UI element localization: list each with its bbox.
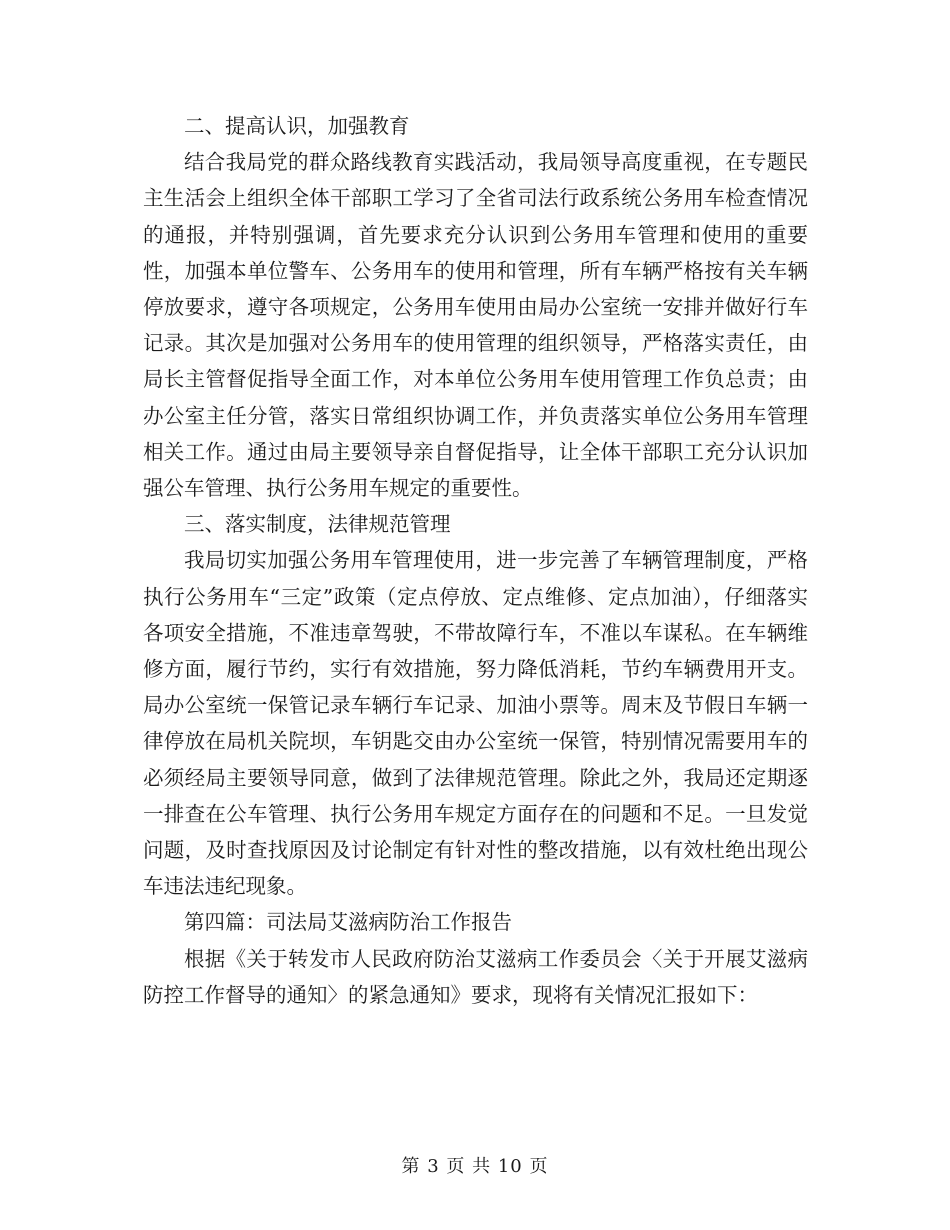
section-2-heading: 二、提高认识，加强教育 [184, 114, 410, 138]
chapter-4-paragraph: 根据《关于转发市人民政府防治艾滋病工作委员会〈关于开展艾滋病防控工作督导的通知〉的紧急通知》要求，现将有关情况汇报如下： [143, 946, 808, 1007]
page-footer: 第 3 页 共 10 页 [401, 1156, 549, 1177]
section-2-paragraph: 结合我局党的群众路线教育实践活动，我局领导高度重视，在专题民主生活会上组织全体干部职工学习了全省司法行政系统公务用车检查情况的通报，并特别强调，首先要求充分认识到公务用车管理和使用的重要性，加强本单位警车、公务用车的使用和管理，所有车辆严格按有关车辆停放要求，遵守各项规定，公务用车使用由局办公室统一安排并做好行车记录。其次是加强对公务用车的使用管理的组织领导，严格落实责任，由局长主管督促指导全面工作，对本单位公务用车使用管理工作负总责；由办公室主任分管，落实日常组织协调工作，并负责落实单位公务用车管理相关工作。通过由局主要领导亲自督促指导，让全体干部职工充分认识加强公车管理、执行公务用车规定的重要性。 [143, 150, 808, 501]
chapter-4-heading: 第四篇：司法局艾滋病防治工作报告 [184, 910, 512, 935]
section-3-paragraph: 我局切实加强公务用车管理使用，进一步完善了车辆管理制度，严格执行公务用车“三定”政策（定点停放、定点维修、定点加油），仔细落实各项安全措施，不准违章驾驶，不带故障行车，不准以车谋私。在车辆维修方面，履行节约，实行有效措施，努力降低消耗，节约车辆费用开支。局办公室统一保管记录车辆行车记录、加油小票等。周末及节假日车辆一律停放在局机关院坝，车钥匙交由办公室统一保管，特别情况需要用车的必须经局主要领导同意，做到了法律规范管理。除此之外，我局还定期逐一排查在公车管理、执行公务用车规定方面存在的问题和不足。一旦发觉问题，及时查找原因及讨论制定有针对性的整改措施，以有效杜绝出现公车违法违纪现象。 [143, 548, 808, 899]
document-body [143, 108, 808, 1013]
section-3-heading: 三、落实制度，法律规范管理 [184, 512, 451, 537]
